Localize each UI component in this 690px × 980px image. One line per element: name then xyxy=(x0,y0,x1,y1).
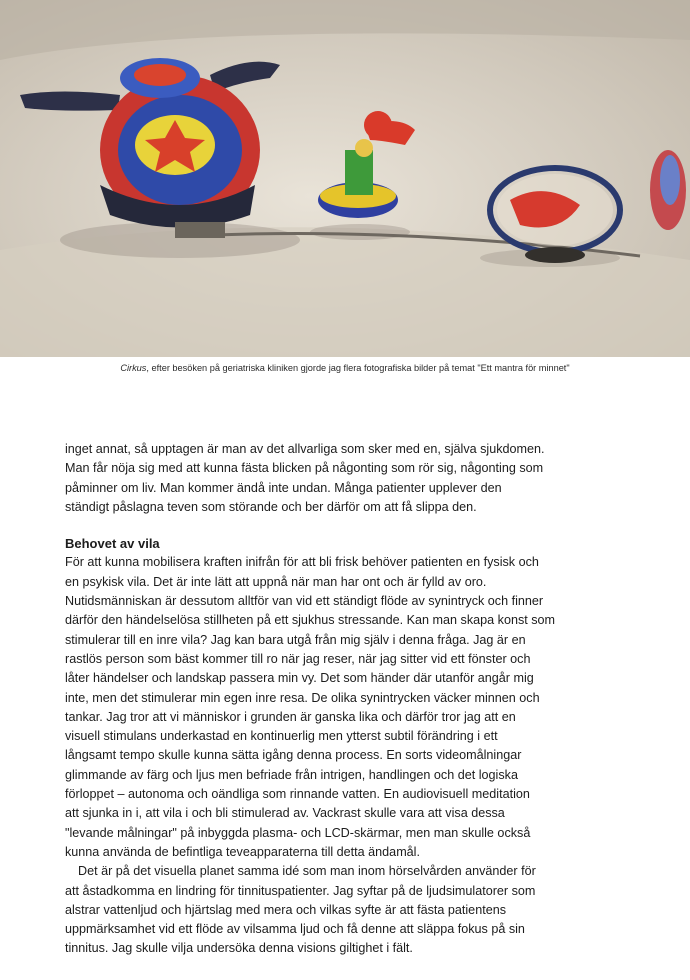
text-line: stimulerar till en inre vila? Jag kan bara utgå från mig själv i denna fråga. Jag är en xyxy=(65,632,526,647)
paragraph-3 xyxy=(65,862,577,958)
text-line: att åstadkomma en lindring för tinnituspatienter. Jag syftar på de ljudsimulatorer som xyxy=(65,883,536,898)
text-line: inte, men det stimulerar min egen inre resa. De olika synintrycken väcker minnen och xyxy=(65,690,540,705)
text-line: Det är på det visuella planet samma idé som man inom hörselvården använder för xyxy=(78,864,536,879)
caption-text: , efter besöken på geriatriska kliniken gjorde jag flera fotografiska bilder på temat "Ett mantra för minnet" xyxy=(146,363,570,373)
caption-title: Cirkus xyxy=(120,363,147,373)
text-line: "levande målningar" på inbyggda plasma- och LCD-skärmar, men man skulle också xyxy=(65,825,531,840)
text-line: förloppet – autonoma och oändliga som rinnande vatten. En audiovisuell meditation xyxy=(65,787,530,802)
text-line: glimmande av färg och ljus men befriade från intrigen, handlingen och det logiska xyxy=(65,767,518,782)
text-line: en psykisk vila. Det är inte lätt att uppnå när man har ont och är fylld av oro. xyxy=(65,574,487,589)
text-line: inget annat, så upptagen är man av det allvarliga som sker med en, själva sjukdomen. xyxy=(65,442,545,456)
text-line: uppmärksamhet vid ett flöde av vilsamma ljud och få denne att släppa fokus på sin xyxy=(65,922,525,937)
text-line: låter händelser och landskap passera min vy. Det som händer där utanför angår mig xyxy=(65,671,534,686)
text-line: påminner om liv. Man kommer ändå inte undan. Många patienter upplever den xyxy=(65,480,502,495)
text-line: Nutidsmänniskan är dessutom alltför van vid ett ständigt flöde av synintryck och finner xyxy=(65,594,544,609)
toy-circus-photo-icon xyxy=(0,0,690,357)
section-heading: Behovet av vila xyxy=(65,536,160,552)
text-line: ständigt påslagna teven som störande och ber därför om att få slippa den. xyxy=(65,499,477,514)
text-line: därför den händelselösa stillheten på ett sjukhus stressande. Kan man skapa konst som xyxy=(65,613,556,628)
text-line: alstrar vattenljud och hjärtslag med mera och vilkas syfte är att fästa patientens xyxy=(65,902,506,917)
paragraph-2 xyxy=(65,553,577,862)
text-line: För att kunna mobilisera kraften inifrån för att bli frisk behöver patienten en fysisk och xyxy=(65,555,539,570)
photo-caption xyxy=(0,363,690,373)
article-body xyxy=(65,440,577,959)
text-line: rastlös person som bäst kommer till ro när jag reser, när jag sitter vid ett fönster och xyxy=(65,651,531,666)
text-line: tinnitus. Jag skulle vilja undersöka denna visions giltighet i fält. xyxy=(65,941,413,956)
circus-toy-photo xyxy=(0,0,690,357)
paragraph-1 xyxy=(65,440,577,517)
text-line: att sjunka in i, att vila i och bli stimulerad av. Vackrast skulle vara att visa dessa xyxy=(65,806,505,821)
text-line: tankar. Jag tror att vi människor i grunden är ganska lika och därför tror jag att en xyxy=(65,709,516,724)
text-line: visuell stimulans underkastad en kontinuerlig men ytterst subtil förändring i ett xyxy=(65,729,498,744)
text-line: kunna använda de befintliga teveapparaterna till detta ändamål. xyxy=(65,844,420,859)
text-line: långsamt tempo skulle kunna sätta igång denna process. En sorts videomålningar xyxy=(65,748,522,763)
text-line: Man får nöja sig med att kunna fästa blicken på någonting som rör sig, någonting som xyxy=(65,461,544,476)
